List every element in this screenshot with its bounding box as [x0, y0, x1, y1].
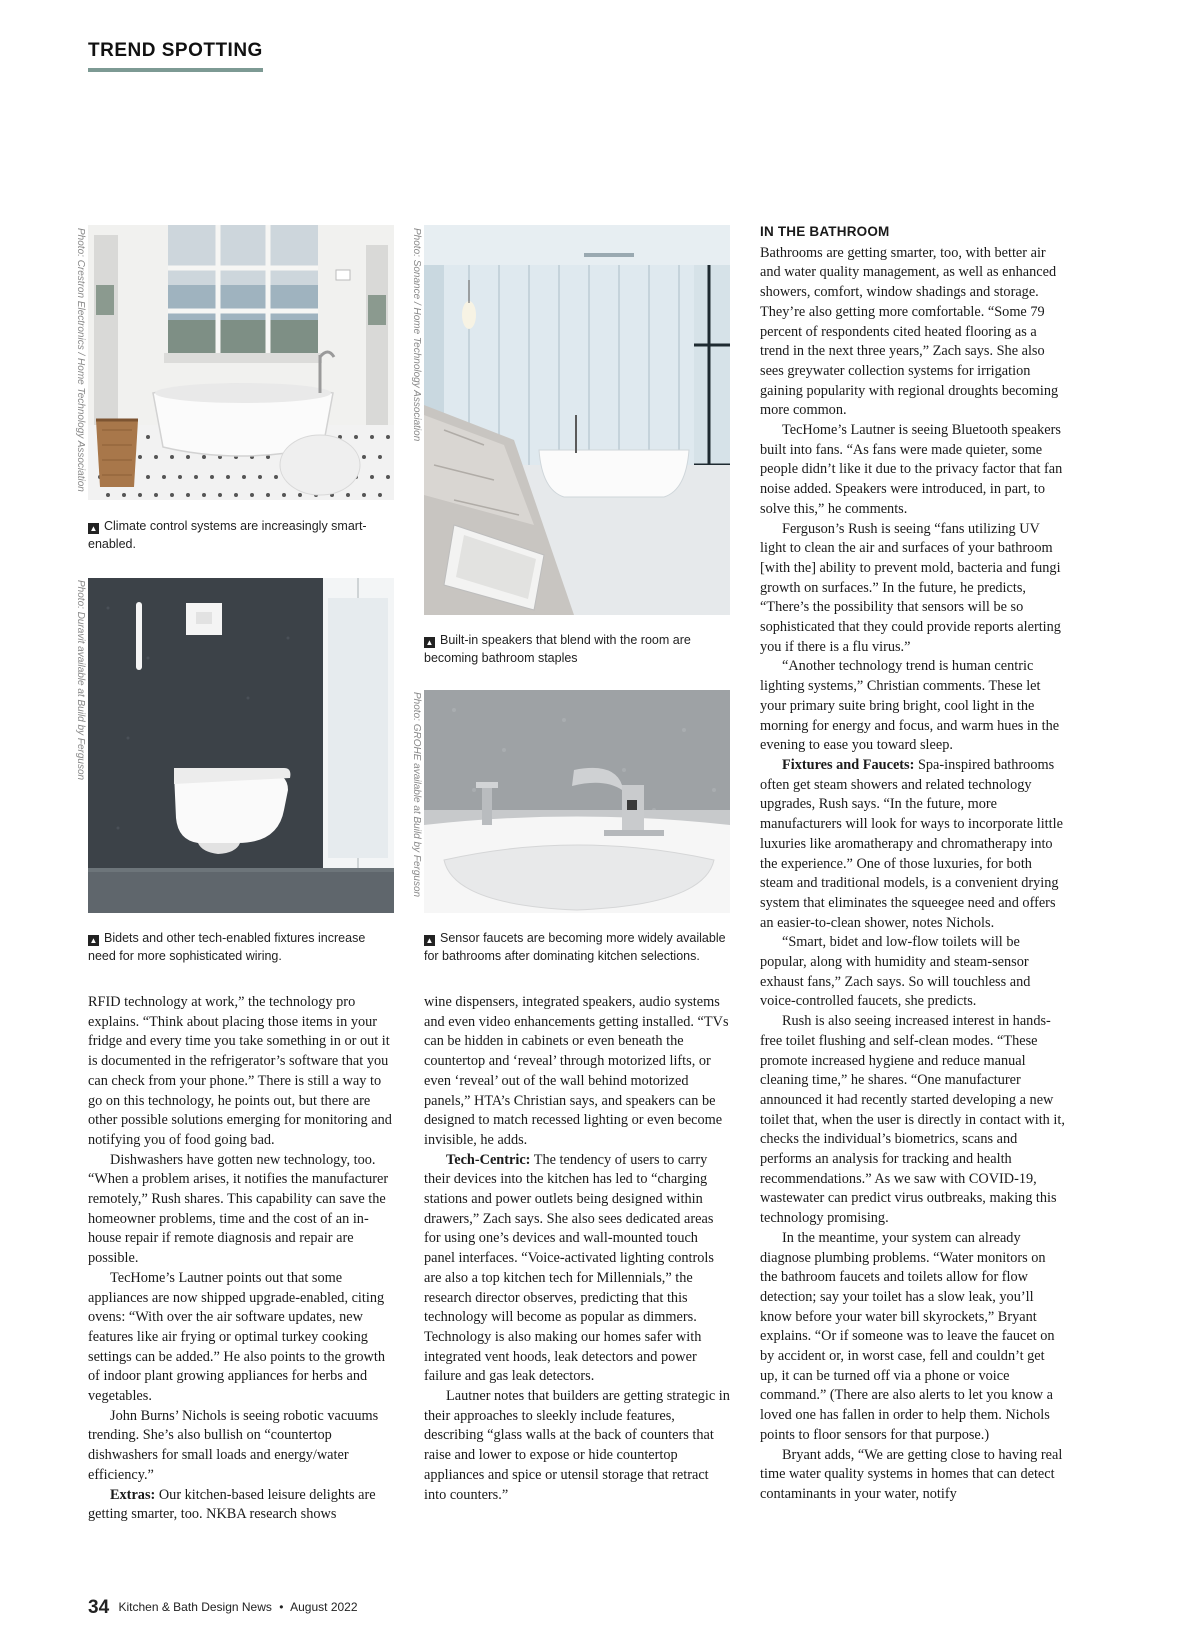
paragraph: RFID technology at work,” the technology pro explains. “Think about placing those items in your fridge and every time you take something in or out it is documented in the refrigerator’s software that you can check from your phone.” There is still a way to go on this technology, he points out, but there are other possible solutions emerging for monitoring and notifying you of food going bad.	[88, 994, 392, 1148]
paragraph: Ferguson’s Rush is seeing “fans utilizing UV light to clean the air and surfaces of your bathroom [with the] ability to prevent mold, bacteria and fungi growth on surfaces.” In the future, he predicts, “There’s the possibility that sensors will be so sophisticated that they could provide reports alerting you if there is a flu virus.”	[760, 520, 1061, 655]
arrow-up-icon: ▲	[89, 936, 98, 945]
arrow-up-icon: ▲	[425, 638, 434, 647]
arrow-up-icon: ▲	[425, 936, 434, 945]
paragraph: TecHome’s Lautner is seeing Bluetooth speakers built into fans. “As fans were made quieter, some people didn’t like it due to the privacy factor that fan noise added. Speakers were introduced, in part, to solve this,” he comments.	[760, 422, 1063, 517]
paragraph: Rush is also seeing increased interest in hands-free toilet flushing and self-clean modes. “These promote increased hygiene and reduce manual cleaning time,” he shares. “One manufacturer announced it had recently started developing a new toilet that, when the user is directly in contact with it, checks the individual’s biometrics, scans and performs an analysis for tracking and health recommendations.” As we saw with COVID-19, wastewater can predict virus outbreaks, making this technology promising.	[760, 1013, 1065, 1227]
photo-credit-3: Photo: Sonance / Home Technology Association	[411, 228, 422, 442]
issue-date: August 2022	[290, 1600, 358, 1614]
section-label: TREND SPOTTING	[88, 40, 263, 72]
photo-credit-4: Photo: GROHE available at Build by Ferguson	[411, 692, 422, 898]
photo-toilet	[88, 578, 394, 913]
photo-caption-3: ▲ Built-in speakers that blend with the room are becoming bathroom staples	[424, 633, 691, 665]
paragraph: TecHome’s Lautner points out that some appliances are now shipped upgrade-enabled, citing ovens: “With over the air software updates, new features like air frying or optimal turkey cooking settings can be added.” He also points to the growth of indoor plant growing appliances for herbs and vegetables.	[88, 1269, 385, 1405]
article-column-1	[88, 993, 394, 1525]
page-number: 34	[88, 1597, 110, 1618]
paragraph: Extras: Our kitchen-based leisure delights are getting smarter, too. NKBA research shows	[88, 1486, 376, 1523]
photo-vanity-speakers	[424, 225, 730, 615]
arrow-up-icon: ▲	[89, 524, 98, 533]
paragraph: Lautner notes that builders are getting strategic in their approaches to sleekly include features, describing “glass walls at the back of counters that raise and lower to expose or hide countertop appliances and spice or utensil storage that retract into counters.”	[424, 1388, 730, 1503]
paragraph: Bathrooms are getting smarter, too, with better air and water quality management, as well as enhanced showers, comfort, window shadings and storage. They’re also getting more comfortable. “Some 79 percent of respondents cited heated flooring as a trend in the next three years,” Zach says. She also sees greywater collection systems for irrigation gaining popularity with regional droughts becoming more common.	[760, 244, 1059, 419]
paragraph: Tech-Centric: The tendency of users to carry their devices into the kitchen has led to “charging stations and power outlets being designed within drawers,” Zach says. She also sees dedicated areas for using one’s devices and wall-mounted touch panel interfaces. “Voice-activated lighting controls are also a top kitchen tech for Millennials,” the research director observes, predicting that this technology will become as popular as dimmers. Technology is also making our homes safer with integrated vent hoods, leak detectors and power failure and gas leak detectors.	[424, 1151, 714, 1385]
photo-caption-1: ▲ Climate control systems are increasingly smart-enabled.	[88, 519, 367, 551]
photo-bathtub	[88, 225, 394, 500]
paragraph: Fixtures and Faucets: Spa-inspired bathrooms often get steam showers and related technology upgrades, Rush says. “In the future, more manufacturers will look for ways to incorporate little luxuries like aromatherapy and chromatherapy into the experience.” One of those luxuries, for both steam and traditional models, is a convenient drying system that eliminates the squeegee need and offers an easier-to-clean shower, notes Nichols.	[760, 756, 1063, 931]
paragraph: wine dispensers, integrated speakers, audio systems and even video enhancements getting installed. “TVs can be hidden in cabinets or even beneath the countertop and ‘reveal’ through motorized lifts, or even ‘reveal’ out of the wall behind motorized panels,” HTA’s Christian says, and speakers can be designed to match recessed lighting or even become invisible, he adds.	[424, 994, 729, 1148]
paragraph: John Burns’ Nichols is seeing robotic vacuums trending. She’s also bullish on “countertop dishwashers for small loads and energy/water efficiency.”	[88, 1407, 379, 1483]
photo-caption-2: ▲ Bidets and other tech-enabled fixtures increase need for more sophisticated wiring.	[88, 931, 366, 963]
publication-name: Kitchen & Bath Design News	[118, 1600, 272, 1614]
article-column-3	[760, 222, 1066, 1505]
page-footer	[88, 1597, 358, 1619]
article-column-2	[424, 993, 730, 1505]
photo-credit-1: Photo: Crestron Electronics / Home Technology Association	[75, 228, 86, 492]
photo-sensor-faucet	[424, 690, 730, 913]
paragraph: “Smart, bidet and low-flow toilets will be popular, along with humidity and steam-sensor exhaust fans,” Zach says. So will touchless and voice-controlled faucets, she predicts.	[760, 934, 1031, 1010]
paragraph: Bryant adds, “We are getting close to having real time water quality systems in homes that can detect contaminants in your water, notify	[760, 1446, 1063, 1502]
footer-separator: •	[279, 1600, 284, 1614]
paragraph: In the meantime, your system can already diagnose plumbing problems. “Water monitors on the bathroom faucets and toilets allow for flow detection; say your toilet has a slow leak, you’ll know before your water bill skyrockets,” Bryant explains. “Or if someone was to leave the faucet on by accident or, in worst case, fell and couldn’t get up, it can be turned off via a phone or voice command.” (There are also alerts to let you know a loved one has fallen in order to help them. Nichols points to floor sensors for that purpose.)	[760, 1229, 1055, 1443]
paragraph: Dishwashers have gotten new technology, too. “When a problem arises, it notifies the manufacturer remotely,” Rush shares. This capability can save the homeowner problems, time and the cost of an in-house repair if remote diagnosis and repair are possible.	[88, 1151, 389, 1267]
section-heading: IN THE BATHROOM	[760, 224, 890, 239]
photo-caption-4: ▲ Sensor faucets are becoming more widely available for bathrooms after dominating kitchen selections.	[424, 931, 726, 963]
paragraph: “Another technology trend is human centric lighting systems,” Christian comments. These let your primary suite bring bright, cool light in the morning for energy and focus, and warm hues in the evening to ease you toward sleep.	[760, 658, 1060, 754]
photo-credit-2: Photo: Duravit available at Build by Ferguson	[75, 580, 86, 781]
